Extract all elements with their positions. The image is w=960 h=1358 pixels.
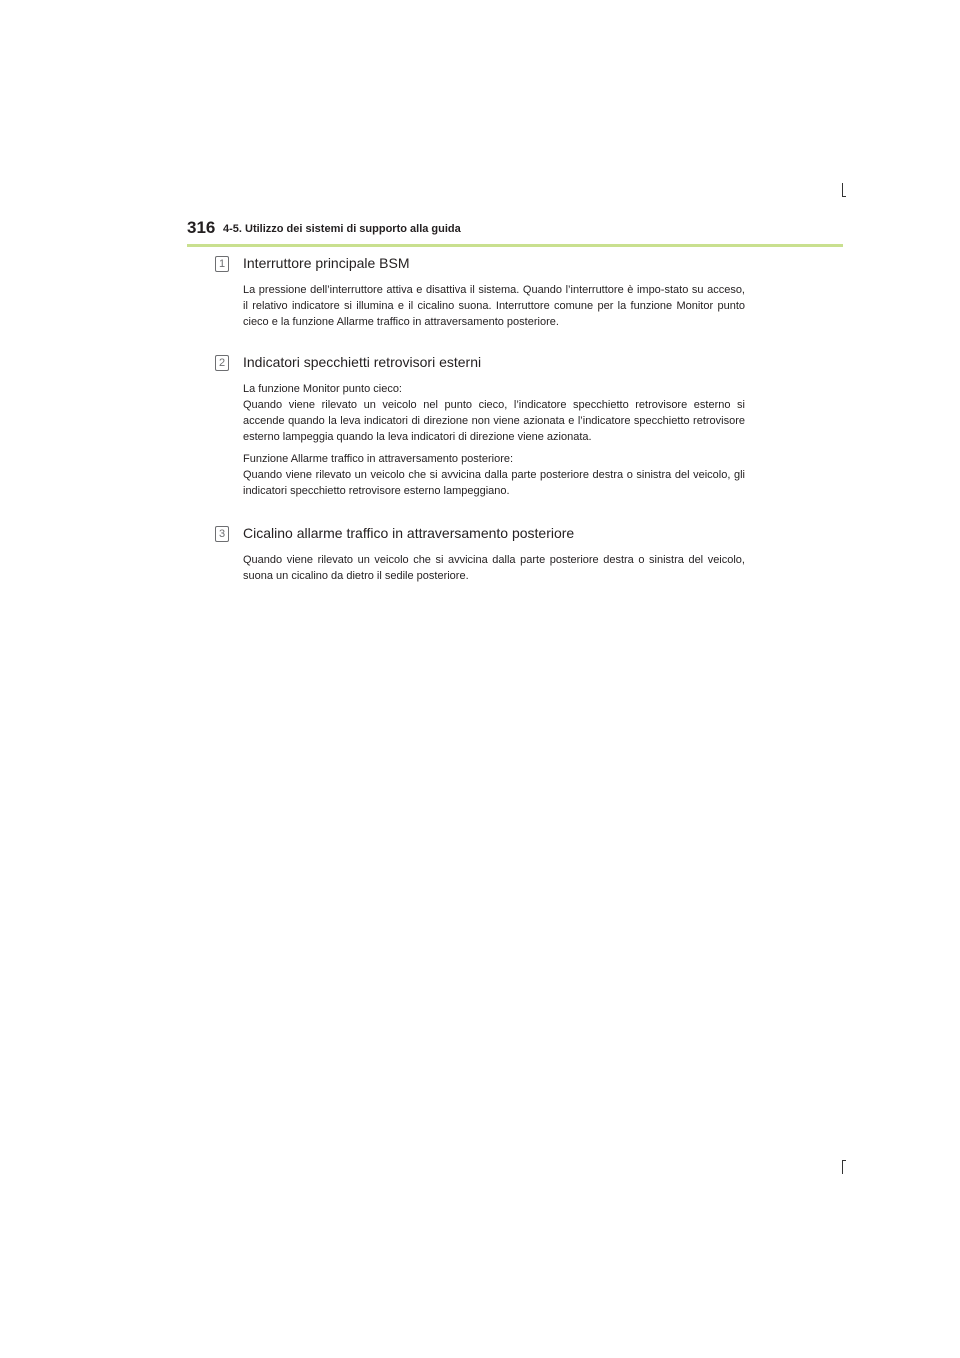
item-body (243, 381, 745, 499)
number-1-icon: 1 (215, 256, 229, 272)
item-3 (215, 526, 745, 590)
crop-mark-top-foot (842, 196, 846, 197)
section-title: 4-5. Utilizzo dei sistemi di supporto alla guida (223, 223, 461, 235)
paragraph-line: Quando viene rilevato un veicolo nel punto cieco, l’indicatore specchietto retrovisore esterno si accende quando la leva indicatori di direzione non viene azionata e l’indicatore specchietto retrovisore esterno lampeggia quando la leva indicatori di direzione viene azionata. (243, 399, 745, 443)
item-2 (215, 355, 745, 505)
crop-mark-bottom-foot (842, 1160, 846, 1161)
paragraph-line: Quando viene rilevato un veicolo che si avvicina dalla parte posteriore destra o sinistra del veicolo, gli indicatori specchietto retrovisore esterno lampeggiano. (243, 469, 745, 497)
item-body (243, 282, 745, 330)
item-heading (215, 526, 745, 548)
paragraph (243, 381, 745, 445)
page-number: 316 (187, 218, 216, 237)
header-divider (187, 244, 843, 247)
crop-mark-top (842, 183, 843, 197)
item-heading (215, 256, 745, 278)
number-2-icon: 2 (215, 355, 229, 371)
item-1 (215, 256, 745, 336)
paragraph: La pressione dell’interruttore attiva e disattiva il sistema. Quando l’interruttore è impo-stato su acceso, il relativo indicatore si illumina e il cicalino suona. Interruttore comune per la funzione Monitor punto cieco e la funzione Allarme traffico in attraversamento posteriore. (243, 284, 745, 328)
paragraph: Quando viene rilevato un veicolo che si avvicina dalla parte posteriore destra o sinistra del veicolo, suona un cicalino da dietro il sedile posteriore. (243, 554, 745, 582)
paragraph-line: La funzione Monitor punto cieco: (243, 383, 402, 395)
paragraph-line: Funzione Allarme traffico in attraversamento posteriore: (243, 453, 514, 465)
paragraph (243, 451, 745, 499)
item-body (243, 552, 745, 584)
page-header (187, 218, 847, 242)
crop-mark-bottom (842, 1160, 843, 1174)
item-title: Interruttore principale BSM (243, 255, 410, 271)
item-title: Cicalino allarme traffico in attraversamento posteriore (243, 525, 575, 541)
item-heading (215, 355, 745, 377)
number-3-icon: 3 (215, 526, 229, 542)
item-title: Indicatori specchietti retrovisori esterni (243, 354, 482, 370)
